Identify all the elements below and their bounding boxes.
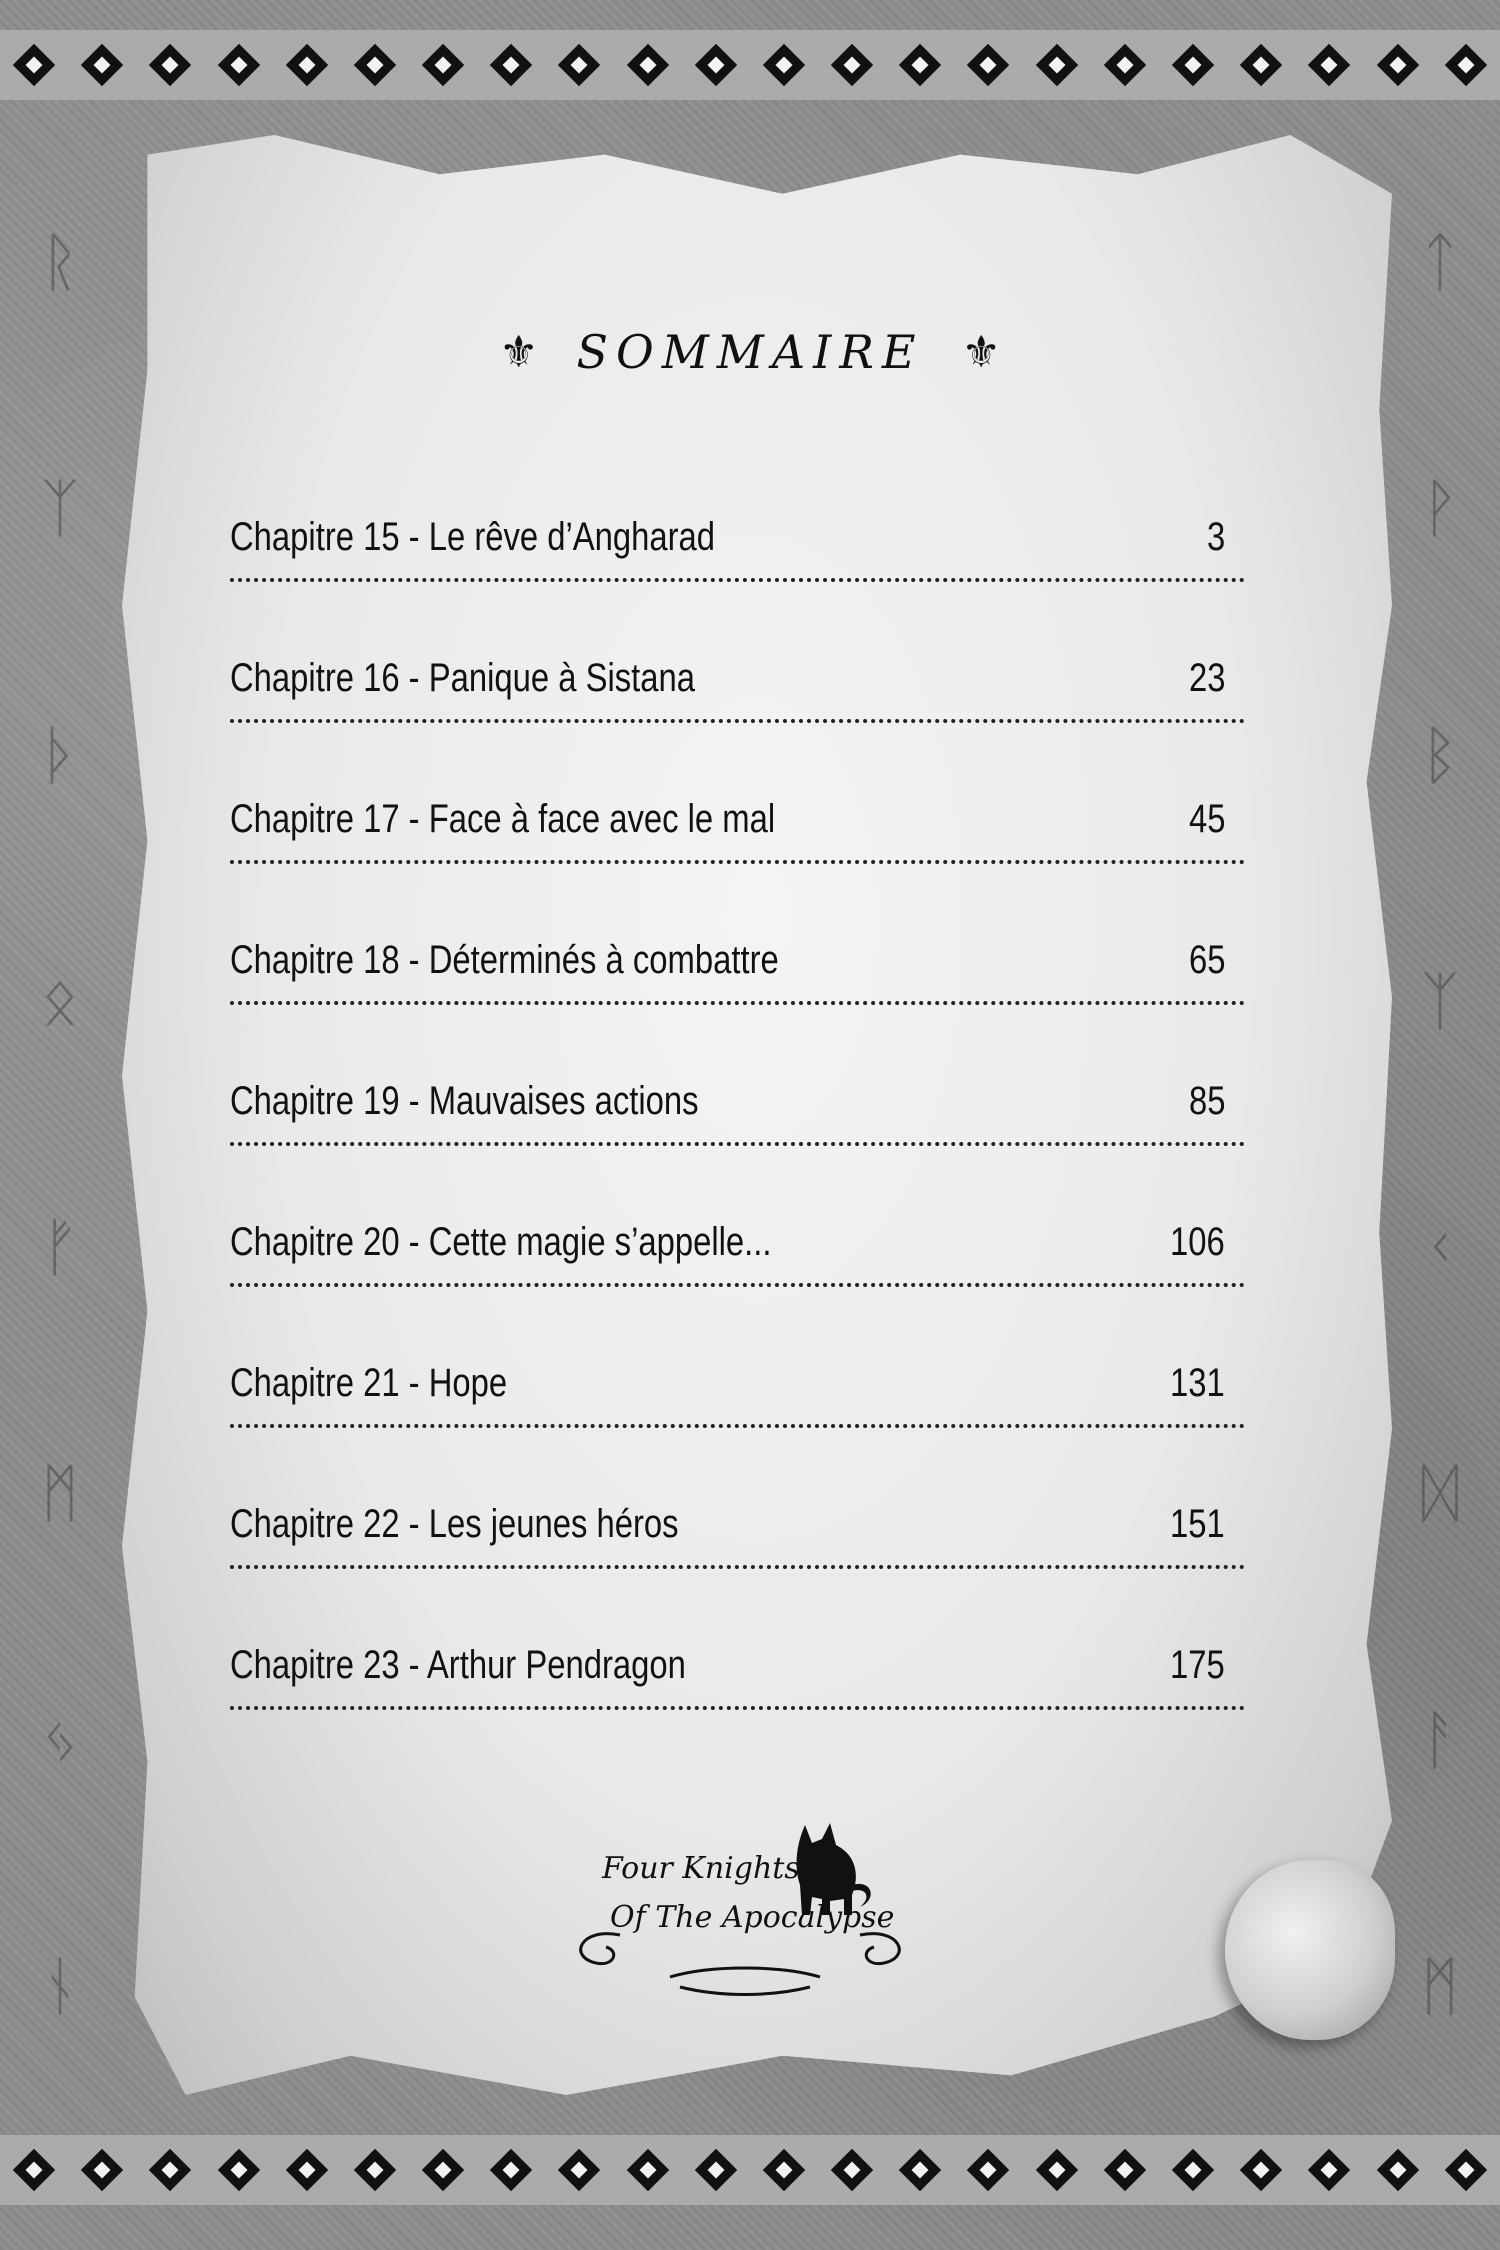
diamond-icon	[1444, 2149, 1486, 2191]
diamond-icon	[217, 2149, 259, 2191]
rune-icon: ᚾ	[40, 1949, 80, 2024]
chapter-title: Chapitre 21 - Hope	[230, 1361, 508, 1405]
rune-column-right	[1385, 140, 1495, 2110]
toc-entry[interactable]	[230, 938, 1245, 1079]
page-number: 175	[1170, 1643, 1225, 1687]
diamond-icon	[286, 44, 328, 86]
diamond-icon	[1376, 2149, 1418, 2191]
diamond-icon	[81, 44, 123, 86]
table-of-contents	[230, 515, 1245, 1784]
diamond-icon	[899, 44, 941, 86]
diamond-icon	[1172, 2149, 1214, 2191]
rune-icon: ᛉ	[1420, 964, 1460, 1039]
diamond-icon	[1376, 44, 1418, 86]
page-number: 106	[1170, 1220, 1225, 1264]
chapter-title: Chapitre 17 - Face à face avec le mal	[230, 797, 776, 841]
diamond-icon	[967, 2149, 1009, 2191]
chapter-title: Chapitre 19 - Mauvaises actions	[230, 1079, 699, 1123]
diamond-icon	[558, 44, 600, 86]
diamond-icon	[217, 44, 259, 86]
toc-entry[interactable]	[230, 1079, 1245, 1220]
fleur-de-lis-icon: ⚜	[961, 326, 1001, 378]
diamond-icon	[286, 2149, 328, 2191]
dotted-leader	[230, 1424, 1245, 1428]
dotted-leader	[230, 719, 1245, 723]
diamond-icon	[558, 2149, 600, 2191]
rune-icon: ᛟ	[40, 964, 80, 1039]
diamond-icon	[13, 44, 55, 86]
diamond-icon	[490, 2149, 532, 2191]
toc-entry[interactable]	[230, 515, 1245, 656]
fleur-de-lis-icon: ⚜	[499, 326, 539, 378]
dotted-leader	[230, 1283, 1245, 1287]
page-number: 45	[1188, 797, 1225, 841]
page-number: 23	[1188, 656, 1225, 700]
swirl-ornament	[581, 1934, 900, 1995]
toc-entry[interactable]	[230, 797, 1245, 938]
diamond-icon	[831, 44, 873, 86]
page-number: 85	[1188, 1079, 1225, 1123]
diamond-icon	[422, 2149, 464, 2191]
diamond-icon	[13, 2149, 55, 2191]
top-diamond-border	[0, 30, 1500, 100]
diamond-icon	[763, 2149, 805, 2191]
rune-icon: ᛏ	[1420, 226, 1460, 301]
page-number: 3	[1206, 515, 1225, 559]
diamond-icon	[831, 2149, 873, 2191]
diamond-icon	[1104, 44, 1146, 86]
diamond-icon	[149, 2149, 191, 2191]
diamond-icon	[1172, 44, 1214, 86]
rune-icon: ᚦ	[40, 718, 80, 793]
rune-icon: ᛉ	[40, 472, 80, 547]
diamond-icon	[1240, 2149, 1282, 2191]
diamond-icon	[626, 2149, 668, 2191]
diamond-icon	[626, 44, 668, 86]
rune-icon: ᛞ	[1420, 1457, 1460, 1532]
logo-line-1: Four Knights	[602, 1851, 800, 1886]
title-row	[0, 325, 1500, 379]
page-number: 151	[1170, 1502, 1225, 1546]
diamond-icon	[1444, 44, 1486, 86]
series-logo	[560, 1815, 930, 2005]
rune-column-left	[5, 140, 115, 2110]
bottom-diamond-border	[0, 2135, 1500, 2205]
page-number: 65	[1188, 938, 1225, 982]
diamond-icon	[149, 44, 191, 86]
dotted-leader	[230, 1706, 1245, 1710]
diamond-icon	[1240, 44, 1282, 86]
diamond-icon	[1308, 44, 1350, 86]
toc-entry[interactable]	[230, 656, 1245, 797]
chapter-title: Chapitre 22 - Les jeunes héros	[230, 1502, 679, 1546]
rune-icon: ᚨ	[1420, 1703, 1460, 1778]
scroll-curl	[1225, 1860, 1395, 2040]
rune-icon: ᚱ	[40, 226, 80, 301]
chapter-title: Chapitre 18 - Déterminés à combattre	[230, 938, 779, 982]
diamond-icon	[1104, 2149, 1146, 2191]
chapter-title: Chapitre 15 - Le rêve d’Angharad	[230, 515, 716, 559]
diamond-icon	[695, 2149, 737, 2191]
logo-line-2: Of The Apocalypse	[610, 1900, 895, 1935]
diamond-icon	[695, 44, 737, 86]
toc-entry[interactable]	[230, 1361, 1245, 1502]
diamond-icon	[1308, 2149, 1350, 2191]
rune-icon: ᚲ	[1420, 1211, 1460, 1286]
diamond-icon	[81, 2149, 123, 2191]
page-title: SOMMAIRE	[576, 325, 924, 379]
toc-entry[interactable]	[230, 1643, 1245, 1784]
dotted-leader	[230, 578, 1245, 582]
diamond-icon	[1035, 44, 1077, 86]
rune-icon: ᛃ	[40, 1703, 80, 1778]
chapter-title: Chapitre 16 - Panique à Sistana	[230, 656, 695, 700]
rune-icon: ᚹ	[1420, 472, 1460, 547]
rune-icon: ᛒ	[1420, 718, 1460, 793]
page-number: 131	[1170, 1361, 1225, 1405]
rune-icon: ᛗ	[40, 1457, 80, 1532]
chapter-title: Chapitre 20 - Cette magie s’appelle...	[230, 1220, 772, 1264]
diamond-icon	[967, 44, 1009, 86]
dotted-leader	[230, 1565, 1245, 1569]
diamond-icon	[354, 2149, 396, 2191]
diamond-icon	[763, 44, 805, 86]
dotted-leader	[230, 1001, 1245, 1005]
chapter-title: Chapitre 23 - Arthur Pendragon	[230, 1643, 686, 1687]
dotted-leader	[230, 860, 1245, 864]
diamond-icon	[422, 44, 464, 86]
diamond-icon	[1035, 2149, 1077, 2191]
toc-entry[interactable]	[230, 1502, 1245, 1643]
rune-icon: ᛗ	[1420, 1949, 1460, 2024]
dotted-leader	[230, 1142, 1245, 1146]
diamond-icon	[354, 44, 396, 86]
rune-icon: ᚠ	[40, 1211, 80, 1286]
diamond-icon	[490, 44, 532, 86]
diamond-icon	[899, 2149, 941, 2191]
toc-entry[interactable]	[230, 1220, 1245, 1361]
